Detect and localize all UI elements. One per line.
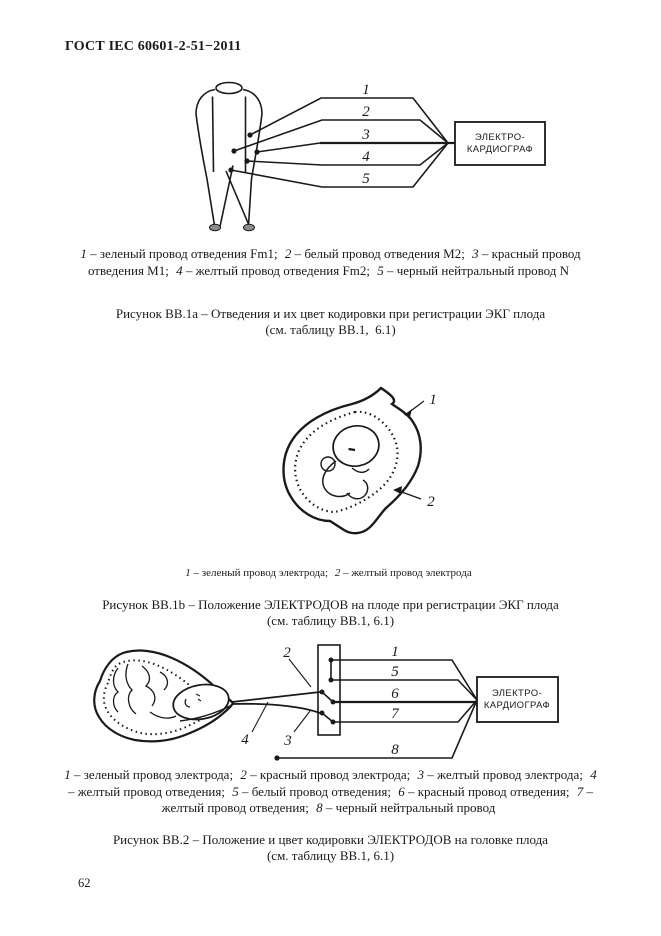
uterus-inner-wall [295,412,397,512]
wire-4 [247,143,448,165]
patient-body-figure [196,83,262,231]
legend-item: 4 – желтый провод отведения Fm2; [176,262,370,278]
fetus-figure [94,651,233,742]
fetus-sketch-line [160,672,167,690]
caption-line: (см. таблицу ВВ.1, 6.1) [266,848,395,863]
wire-number-label: 4 [362,149,370,165]
wire-number-label: 5 [391,664,399,680]
wire-number-label: 3 [362,127,370,143]
ecg-device-label-line1: ЭЛЕКТРО- [474,132,526,143]
legend-item: 1 – зеленый провод электрода; [185,567,329,579]
wire-number-label: 1 [391,644,399,660]
scalp-electrode-wires [232,659,320,732]
callout-leader-2 [399,491,421,499]
legend-item: 1 – зеленый провод электрода; [64,767,234,782]
legend-item: 6 – красный провод отведения; [398,783,570,799]
legend-item: 7 – желтый провод отведения; [161,783,593,815]
scalp-wire-upper [232,692,320,702]
wire-number-label: 6 [391,686,399,702]
wire-3-tail [257,143,320,152]
ecg-device-label-line1: ЭЛЕКТРО- [491,688,543,699]
legend-item: 5 – черный нейтральный провод N [377,262,570,278]
wire-7 [333,700,477,722]
ecg-device-box [477,677,558,722]
wire-number-label: 3 [284,733,292,749]
fetus-eye [349,449,356,450]
legend-item: 8 – черный нейтральный провод [316,800,496,815]
caption-line: (см. таблицу ВВ.1, 6.1) [266,613,395,628]
body-side-right [249,114,263,226]
body-arm-left [213,97,214,173]
figure-bb1a-diagram [175,78,555,243]
wire-number-label: 2 [427,494,435,510]
wire-number-label: 1 [362,82,370,98]
wire-number-label: 2 [283,645,291,661]
wire-number-label: 8 [391,742,399,758]
figure-bb2-diagram [85,640,575,768]
fetus-head [329,422,382,471]
wire-5 [331,680,477,700]
ecg-device-label-line2: КАРДИОГРАФ [483,700,551,711]
fetus-sketch-line [126,664,136,714]
fetus-body-sketch [114,664,177,718]
caption-line: Рисунок ВВ.2 – Положение и цвет кодировки ЭЛЕКТРОДОВ на головке плода [112,832,549,847]
figure-bb2-caption [68,832,593,864]
figure-bb1b-legend [68,567,593,580]
wire-number-labels [361,82,370,187]
wire-2 [234,120,448,151]
caption-line: Рисунок ВВ.1а – Отведения и их цвет кодировки при регистрации ЭКГ плода [115,306,546,321]
page-number: 62 [78,876,91,890]
legend-item: 2 – красный провод электрода; [240,767,411,782]
legend-item: 2 – желтый провод электрода [334,567,472,579]
ecg-device-label-line2: КАРДИОГРАФ [466,144,534,155]
figure-bb1b-diagram [268,383,463,535]
figure-bb1a-caption [68,306,593,338]
fetus-sketch-line [150,712,176,718]
wire-number-label: 2 [362,104,370,120]
caption-line: Рисунок ВВ.1b – Положение ЭЛЕКТРОДОВ на плоде при регистрации ЭКГ плода [102,597,559,612]
legend-item: 2 – белый провод отведения М2; [284,246,465,261]
fetus-body [323,461,350,496]
scalp-wire-lower [232,704,320,713]
fetus-leg [347,480,368,499]
legend-item: 4 – желтый провод отведения; [67,767,597,799]
figure-bb2-legend [63,767,598,817]
fetus-in-utero-figure [284,388,421,533]
caption-line: (см. таблицу ВВ.1, 6.1) [265,322,396,337]
figure-bb1b-caption [68,597,593,629]
body-side-left [196,114,215,226]
connector-link [322,692,333,702]
body-foot-right [244,224,255,230]
legend-item: 3 – красный провод отведения М1; [87,246,581,278]
callout-leader-4 [252,702,268,732]
body-leg-inner-left [220,166,233,227]
document-header: ГОСТ IEC 60601-2-51−2011 [65,39,242,54]
connector-link [322,713,333,722]
body-foot-left [210,224,221,230]
callout-leader-2 [289,659,311,687]
legend-item: 5 – белый провод отведения; [232,783,391,799]
figure-bb1a-legend [68,246,593,279]
wire-number-label: 1 [429,392,437,408]
callout-arrowhead-2 [393,486,402,494]
wire-number-label: 5 [362,171,370,187]
uterus-outer-wall [284,388,421,533]
body-leg-inner-right [226,171,250,227]
callout-leader-3 [294,711,310,732]
fetus-sketch-line [142,666,155,706]
lead-wires [231,98,455,187]
legend-item: 3 – желтый провод электрода; [417,767,583,782]
legend-item: 1 – зеленый провод отведения Fm1; [80,246,278,261]
fetus-sketch-line [114,668,119,712]
wire-number-label: 7 [391,706,399,722]
body-neck [216,83,242,94]
fetus-arm [352,468,369,472]
wire-number-label: 4 [241,732,249,748]
ecg-device-box [455,122,545,165]
